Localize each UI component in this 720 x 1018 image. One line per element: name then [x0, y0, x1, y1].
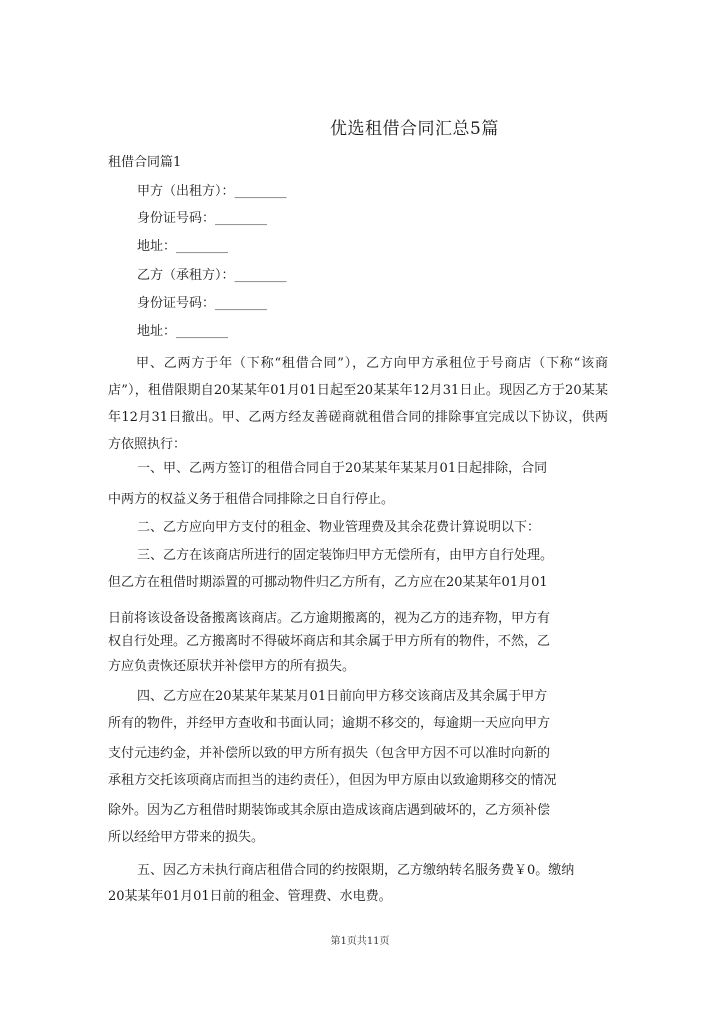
section-title: 租借合同篇1 — [108, 155, 182, 170]
field-party-b: 乙方（承租方）：________ — [137, 268, 287, 283]
field-party-a-id: 身份证号码：________ — [137, 211, 268, 226]
clause5-line: 20某某年01月01日前的租金、管理费、水电费。 — [108, 889, 392, 904]
clause4-line: 所有的物件，并经甲方查收和书面认同；逾期不移交的，每逾期一天应向甲方 — [108, 716, 551, 731]
field-party-a-address: 地址：________ — [137, 239, 229, 254]
document-title: 优选租借合同汇总5篇 — [330, 119, 499, 139]
clause4-line: 所以经给甲方带来的损失。 — [108, 830, 265, 845]
clause5-line: 五、因乙方未执行商店租借合同的约按限期，乙方缴纳转名服务费￥0。缴纳 — [137, 863, 575, 878]
field-party-b-id: 身份证号码：________ — [137, 296, 268, 311]
clause4-line: 承租方交托该项商店而担当的违约责任），但因为甲方原由以致逾期移交的情况 — [108, 773, 557, 788]
clause3-line: 方应负责恢还原状并补偿甲方的所有损失。 — [108, 659, 356, 674]
field-party-a: 甲方（出租方）：________ — [137, 184, 287, 199]
page-footer: 第1页共11页 — [330, 936, 390, 947]
clause1-line: 中两方的权益义务于租借合同排除之日自行停止。 — [108, 492, 395, 507]
intro-paragraph: 甲、乙两方于年（下称“租借合同”），乙方向甲方承租位于号商店（下称“该商店”），租借限期自20某某年01月01日起至20某某年12月31日止。现因乙方于20某某年12月31日撤出。甲、乙两方经友善磋商就租借合同的排除事宜完成以下协议，供两方依照执行： — [108, 356, 608, 452]
clause2-line: 二、乙方应向甲方支付的租金、物业管理费及其余花费计算说明以下： — [137, 520, 541, 535]
field-party-b-address: 地址：________ — [137, 324, 229, 339]
clause4-line: 四、乙方应在20某某年某某月01日前向甲方移交该商店及其余属于甲方 — [137, 689, 548, 704]
clause3-line: 三、乙方在该商店所进行的固定装饰归甲方无偿所有，由甲方自行处理。 — [137, 548, 554, 563]
clause3-line: 但乙方在租借时期添置的可挪动物件归乙方所有，乙方应在20某某年01月01 — [108, 575, 548, 590]
clause1-line: 一、甲、乙两方签订的租借合同自于20某某年某某月01日起排除，合同 — [137, 461, 548, 476]
clause3-line: 日前将该设备设备搬离该商店。乙方逾期搬离的，视为乙方的违弃物，甲方有 — [108, 611, 551, 626]
clause3-line: 权自行处理。乙方搬离时不得破坏商店和其余属于甲方所有的物件，不然，乙 — [108, 634, 551, 649]
clause4-line: 除外。因为乙方租借时期装饰或其余原由造成该商店遇到破坏的，乙方须补偿 — [108, 803, 551, 818]
clause4-line: 支付元违约金，并补偿所以致的甲方所有损失（包含甲方因不可以准时向新的 — [108, 746, 551, 761]
